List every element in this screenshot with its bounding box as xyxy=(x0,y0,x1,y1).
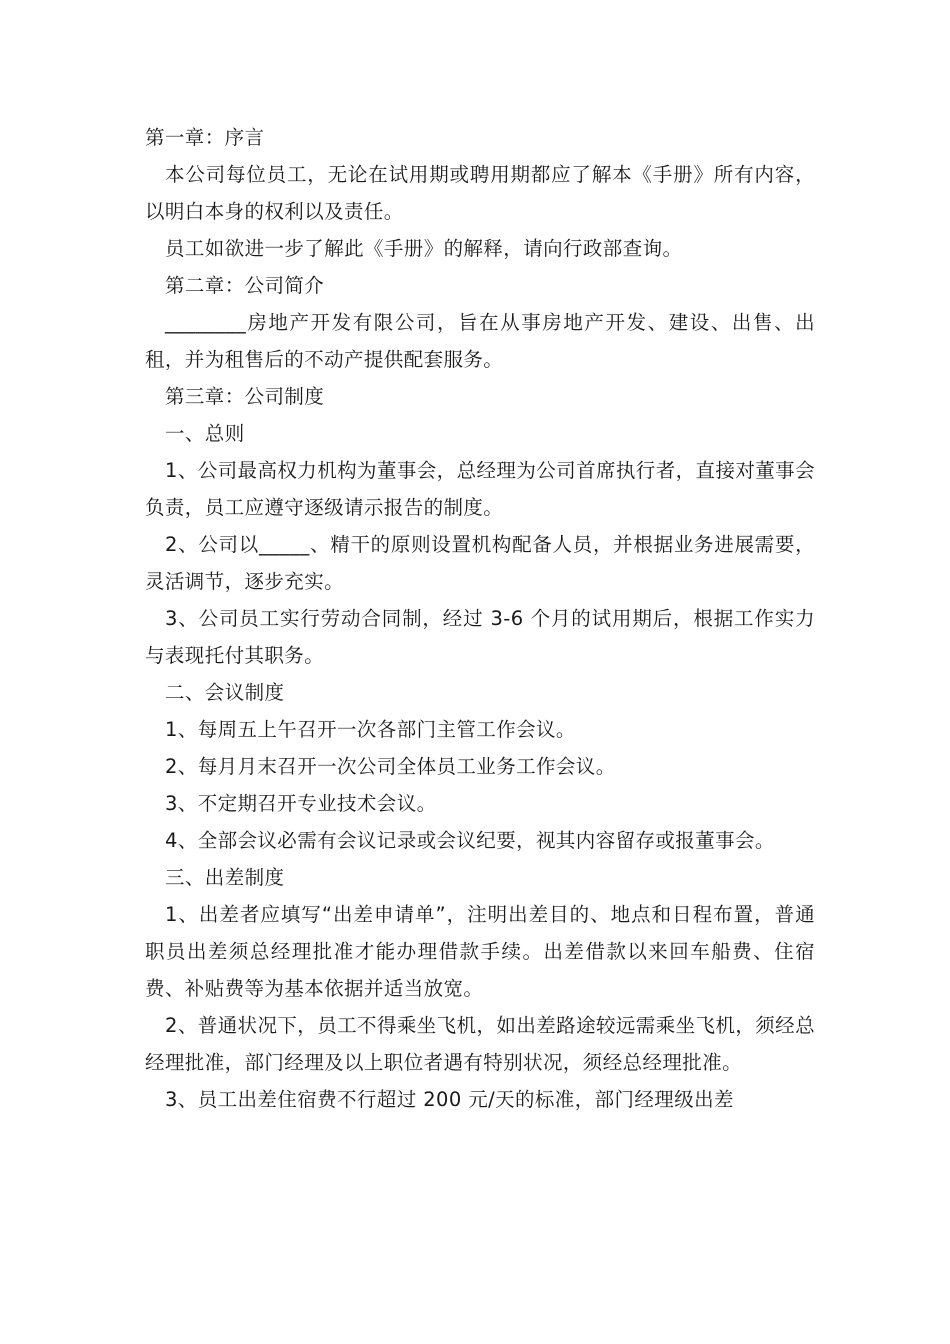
paragraph: 2、普通状况下，员工不得乘坐飞机，如出差路途较远需乘坐飞机，须经总经理批准，部门经理及以上职位者遇有特别状况，须经总经理批准。 xyxy=(145,1014,815,1074)
paragraph: 3、不定期召开专业技术会议。 xyxy=(165,792,437,815)
section-heading: 一、总则 xyxy=(165,422,245,445)
paragraph: 3、员工出差住宿费不行超过 200 元/天的标准，部门经理级出差 xyxy=(165,1088,734,1111)
paragraph: 1、每周五上午召开一次各部门主管工作会议。 xyxy=(165,718,576,741)
document-body xyxy=(145,119,815,1118)
paragraph: ________房地产开发有限公司，旨在从事房地产开发、建设、出售、出租，并为租售后的不动产提供配套服务。 xyxy=(145,311,815,371)
chapter-3-heading: 第三章：公司制度 xyxy=(165,385,325,408)
paragraph: 员工如欲进一步了解此《手册》的解释，请向行政部查询。 xyxy=(165,237,683,260)
section-heading: 三、出差制度 xyxy=(165,866,285,889)
paragraph: 1、出差者应填写“出差申请单”，注明出差目的、地点和日程布置，普通职员出差须总经理批准才能办理借款手续。出差借款以来回车船费、住宿费、补贴费等为基本依据并适当放宽。 xyxy=(145,903,815,1000)
paragraph: 4、全部会议必需有会议记录或会议纪要，视其内容留存或报董事会。 xyxy=(165,829,775,852)
paragraph: 2、每月月末召开一次公司全体员工业务工作会议。 xyxy=(165,755,616,778)
chapter-2-heading: 第二章：公司简介 xyxy=(165,274,325,297)
paragraph: 3、公司员工实行劳动合同制，经过 3-6 个月的试用期后，根据工作实力与表现托付其职务。 xyxy=(145,607,815,667)
section-heading: 二、会议制度 xyxy=(165,681,285,704)
paragraph: 本公司每位员工，无论在试用期或聘用期都应了解本《手册》所有内容，以明白本身的权利以及责任。 xyxy=(145,163,815,223)
chapter-1-heading: 第一章：序言 xyxy=(145,126,265,149)
paragraph: 2、公司以_____、精干的原则设置机构配备人员，并根据业务进展需要，灵活调节，逐步充实。 xyxy=(145,533,815,593)
paragraph: 1、公司最高权力机构为董事会，总经理为公司首席执行者，直接对董事会负责，员工应遵守逐级请示报告的制度。 xyxy=(145,459,815,519)
